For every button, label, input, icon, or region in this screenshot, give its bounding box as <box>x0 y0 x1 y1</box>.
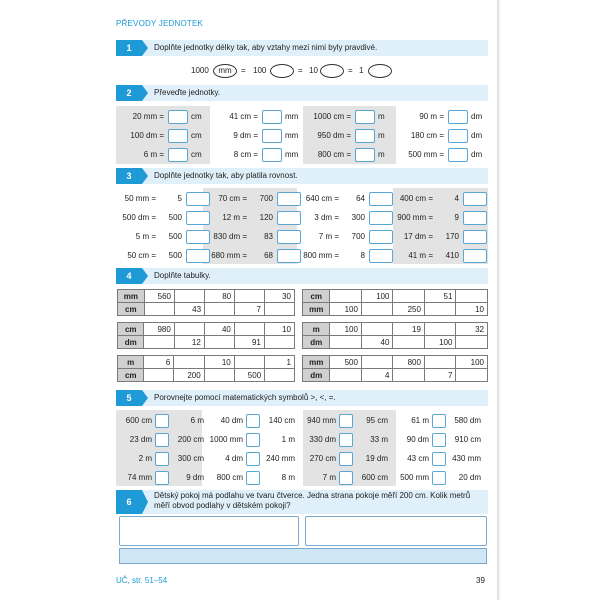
equation-left: 5 m = <box>135 232 156 241</box>
table-row <box>303 303 488 316</box>
value-cell: 7 <box>424 369 456 382</box>
blank-cell[interactable] <box>424 323 456 336</box>
compare-left: 800 cm <box>216 473 243 482</box>
conversion-left: 500 mm = <box>408 150 444 159</box>
equation-right-value: 500 <box>168 251 182 260</box>
task-number: 5 <box>116 390 142 406</box>
unit-answer-box[interactable] <box>463 211 487 225</box>
task-instruction: Porovnejte pomocí matematických symbolů >, <, =. <box>154 393 336 402</box>
symbol-box[interactable] <box>432 452 446 466</box>
blank-cell[interactable] <box>264 336 294 349</box>
equation-right-value: 500 <box>168 213 182 222</box>
value-cell: 6 <box>144 356 174 369</box>
value-cell: 40 <box>204 323 234 336</box>
compare-right: 140 cm <box>268 416 295 425</box>
compare-left: 90 dm <box>406 435 429 444</box>
equation-left: 800 mm = <box>303 251 339 260</box>
symbol-box[interactable] <box>155 471 169 485</box>
blank-cell[interactable] <box>361 323 393 336</box>
value-cell: 10 <box>204 356 234 369</box>
equation-right-value: 700 <box>259 194 273 203</box>
unit-header-cell: m <box>303 323 330 336</box>
equation-left: 50 mm = <box>124 194 156 203</box>
table-row <box>303 356 488 369</box>
blank-cell[interactable] <box>456 290 488 303</box>
equation-right-value: 300 <box>351 213 365 222</box>
value-cell: 560 <box>144 290 174 303</box>
answer-box[interactable] <box>448 110 468 124</box>
conversion-table <box>117 322 295 349</box>
table-row <box>118 290 295 303</box>
answer-box[interactable] <box>262 148 282 162</box>
symbol-box[interactable] <box>246 471 260 485</box>
target-unit: dm <box>471 150 483 159</box>
unit-header-cell: cm <box>118 303 145 316</box>
blank-cell[interactable] <box>265 369 295 382</box>
unit-header-cell: dm <box>118 336 144 349</box>
symbol-box[interactable] <box>155 433 169 447</box>
value-cell: 250 <box>393 303 425 316</box>
blank-cell[interactable] <box>204 336 234 349</box>
conversion-left: 180 cm = <box>410 131 444 140</box>
compare-right: 19 dm <box>365 454 388 463</box>
value-cell: 500 <box>234 369 264 382</box>
compare-right: 910 cm <box>454 435 481 444</box>
answer-box[interactable] <box>355 148 375 162</box>
value-cell: 10 <box>456 303 488 316</box>
unit-header-cell: mm <box>303 356 330 369</box>
blank-cell[interactable] <box>393 336 425 349</box>
answer-box[interactable] <box>168 129 188 143</box>
blank-cell[interactable] <box>424 356 456 369</box>
unit-header-cell: cm <box>303 290 330 303</box>
compare-left: 7 m <box>322 473 336 482</box>
blank-cell[interactable] <box>330 369 362 382</box>
unit-header-cell: mm <box>118 290 145 303</box>
target-unit: mm <box>285 131 299 140</box>
answer-strip[interactable] <box>119 548 487 564</box>
value-cell: 7 <box>235 303 265 316</box>
unit-answer-box[interactable] <box>463 249 487 263</box>
equation-left: 17 dm = <box>403 232 433 241</box>
conversion-table <box>302 322 488 349</box>
conversion-left: 20 mm = <box>132 112 164 121</box>
answer-box[interactable] <box>448 148 468 162</box>
conversion-left: 41 cm = <box>229 112 258 121</box>
target-unit: m <box>378 131 385 140</box>
conversion-table <box>302 289 488 316</box>
value-cell: 40 <box>361 336 393 349</box>
equation-left: 50 cm = <box>127 251 156 260</box>
page-number: 39 <box>476 576 485 585</box>
equation-left: 12 m = <box>222 213 247 222</box>
conversion-left: 950 dm = <box>317 131 351 140</box>
compare-left: 23 dm <box>129 435 152 444</box>
answer-box-right[interactable] <box>305 516 487 546</box>
target-unit: mm <box>285 112 299 121</box>
compare-left: 1000 mm <box>209 435 243 444</box>
value: 1000 <box>191 66 209 75</box>
blank-cell[interactable] <box>174 323 204 336</box>
task-number: 2 <box>116 85 142 101</box>
value-cell: 800 <box>393 356 425 369</box>
equation-right-value: 4 <box>454 194 459 203</box>
task-1-header <box>116 40 488 56</box>
value-cell: 200 <box>174 369 204 382</box>
compare-right: 600 cm <box>361 473 388 482</box>
unit-answer-box[interactable] <box>369 211 393 225</box>
target-unit: m <box>378 150 385 159</box>
unit-oval-filled: mm <box>213 64 237 78</box>
value: 10 <box>309 66 318 75</box>
equation-right-value: 170 <box>445 232 459 241</box>
blank-cell[interactable] <box>205 303 235 316</box>
blank-cell[interactable] <box>144 369 174 382</box>
equation-left: 7 m = <box>318 232 339 241</box>
task-number: 1 <box>116 40 142 56</box>
compare-right: 8 m <box>281 473 295 482</box>
blank-cell[interactable] <box>234 323 264 336</box>
equation-left: 500 dm = <box>122 213 156 222</box>
table-row <box>118 336 295 349</box>
value-cell: 30 <box>264 290 294 303</box>
answer-box[interactable] <box>448 129 468 143</box>
value-cell: 100 <box>456 356 488 369</box>
conversion-table <box>117 355 295 382</box>
value-cell: 100 <box>361 290 393 303</box>
task-instruction: Dětský pokoj má podlahu ve tvaru čtverce. Jedna strana pokoje měří 200 cm. Kolik metrů měří obvod podlahy v dětském pokoji? <box>154 491 471 510</box>
table-row <box>118 356 295 369</box>
compare-right: 6 m <box>190 416 204 425</box>
task-3-header <box>116 168 488 184</box>
blank-cell[interactable] <box>174 290 204 303</box>
symbol-box[interactable] <box>432 471 446 485</box>
unit-oval-blank[interactable] <box>320 64 344 78</box>
task-instruction: Převeďte jednotky. <box>154 88 221 97</box>
value-cell: 1 <box>265 356 295 369</box>
compare-left: 330 dm <box>309 435 336 444</box>
answer-box-left[interactable] <box>119 516 299 546</box>
value-cell: 91 <box>234 336 264 349</box>
chapter-title: PŘEVODY JEDNOTEK <box>116 19 204 28</box>
compare-left: 40 dm <box>220 416 243 425</box>
compare-right: 9 dm <box>186 473 204 482</box>
target-unit: cm <box>191 150 202 159</box>
task-instruction: Doplňte jednotky délky tak, aby vztahy mezi nimi byly pravdivé. <box>154 43 378 52</box>
symbol-box[interactable] <box>432 433 446 447</box>
equals-sign: = <box>298 66 303 75</box>
equation-left: 680 mm = <box>211 251 247 260</box>
task-instruction: Doplňte tabulky. <box>154 271 211 280</box>
equation-left: 900 mm = <box>397 213 433 222</box>
blank-cell[interactable] <box>393 290 425 303</box>
equation-right-value: 410 <box>445 251 459 260</box>
blank-cell[interactable] <box>393 369 425 382</box>
unit-oval-blank[interactable] <box>368 64 392 78</box>
compare-left: 270 cm <box>309 454 336 463</box>
unit-answer-box[interactable] <box>369 230 393 244</box>
target-unit: cm <box>191 131 202 140</box>
unit-header-cell: m <box>118 356 144 369</box>
symbol-box[interactable] <box>339 433 353 447</box>
symbol-box[interactable] <box>432 414 446 428</box>
task-number: 6 <box>116 490 142 514</box>
answer-box[interactable] <box>355 129 375 143</box>
table-row <box>303 290 488 303</box>
table-row <box>303 369 488 382</box>
value-cell: 100 <box>330 323 362 336</box>
compare-right: 580 dm <box>454 416 481 425</box>
equation-left: 830 dm = <box>213 232 247 241</box>
blank-cell[interactable] <box>144 303 174 316</box>
target-unit: dm <box>471 112 483 121</box>
equation-right-value: 120 <box>259 213 273 222</box>
blank-cell[interactable] <box>424 303 456 316</box>
value-cell: 43 <box>174 303 204 316</box>
symbol-box[interactable] <box>246 414 260 428</box>
unit-answer-box[interactable] <box>369 192 393 206</box>
equation-right-value: 500 <box>168 232 182 241</box>
value-cell: 4 <box>361 369 393 382</box>
task-2-header <box>116 85 488 101</box>
value-cell: 12 <box>174 336 204 349</box>
value-cell: 100 <box>424 336 456 349</box>
workbook-page <box>103 0 500 600</box>
blank-cell[interactable] <box>174 356 204 369</box>
conversion-left: 100 dm = <box>130 131 164 140</box>
table-row <box>303 323 488 336</box>
blank-cell[interactable] <box>235 290 265 303</box>
compare-right: 240 mm <box>266 454 295 463</box>
page-edge-shadow <box>497 0 500 600</box>
unit-header-cell: mm <box>303 303 330 316</box>
table-row <box>118 303 295 316</box>
unit-header-cell: dm <box>303 369 330 382</box>
task-instruction: Doplňte jednotky tak, aby platila rovnost. <box>154 171 298 180</box>
conversion-table <box>302 355 488 382</box>
symbol-box[interactable] <box>155 452 169 466</box>
task-6-header <box>116 490 488 514</box>
equation-right-value: 64 <box>356 194 365 203</box>
equation-left: 640 cm = <box>305 194 339 203</box>
value-cell: 19 <box>393 323 425 336</box>
compare-right: 33 m <box>370 435 388 444</box>
target-unit: cm <box>191 112 202 121</box>
equals-sign: = <box>348 66 353 75</box>
table-row <box>118 369 295 382</box>
answer-box[interactable] <box>168 148 188 162</box>
table-row <box>303 336 488 349</box>
unit-answer-box[interactable] <box>369 249 393 263</box>
compare-left: 2 m <box>138 454 152 463</box>
value: 1 <box>359 66 364 75</box>
compare-right: 430 mm <box>452 454 481 463</box>
conversion-left: 9 dm = <box>233 131 258 140</box>
equation-right-value: 5 <box>177 194 182 203</box>
unit-oval-blank[interactable] <box>270 64 294 78</box>
symbol-box[interactable] <box>339 452 353 466</box>
compare-left: 600 cm <box>125 416 152 425</box>
blank-cell[interactable] <box>264 303 294 316</box>
answer-box[interactable] <box>262 129 282 143</box>
equation-right-value: 68 <box>264 251 273 260</box>
symbol-box[interactable] <box>155 414 169 428</box>
target-unit: mm <box>285 150 299 159</box>
blank-cell[interactable] <box>144 336 174 349</box>
blank-cell[interactable] <box>456 369 488 382</box>
target-unit: dm <box>471 131 483 140</box>
symbol-box[interactable] <box>246 433 260 447</box>
compare-right: 200 cm <box>177 435 204 444</box>
answer-box[interactable] <box>355 110 375 124</box>
equation-left: 41 m = <box>408 251 433 260</box>
blank-cell[interactable] <box>204 369 234 382</box>
compare-left: 43 cm <box>407 454 429 463</box>
conversion-left: 8 cm = <box>233 150 258 159</box>
equation-left: 400 cm = <box>399 194 433 203</box>
equation-left: 3 dm = <box>314 213 339 222</box>
compare-right: 1 m <box>281 435 295 444</box>
compare-right: 20 dm <box>458 473 481 482</box>
task-number: 4 <box>116 268 142 284</box>
conversion-left: 90 m = <box>419 112 444 121</box>
compare-left: 500 mm <box>400 473 429 482</box>
value-cell: 51 <box>424 290 456 303</box>
compare-right: 95 cm <box>366 416 388 425</box>
unit-header-cell: cm <box>118 323 144 336</box>
compare-left: 940 mm <box>307 416 336 425</box>
equation-right-value: 83 <box>264 232 273 241</box>
value-cell: 80 <box>205 290 235 303</box>
answer-box[interactable] <box>262 110 282 124</box>
equation-left: 70 cm = <box>218 194 247 203</box>
blank-cell[interactable] <box>361 303 393 316</box>
equals-sign: = <box>241 66 246 75</box>
value-cell: 500 <box>330 356 362 369</box>
equation-right-value: 8 <box>360 251 365 260</box>
compare-left: 74 mm <box>127 473 152 482</box>
unit-answer-box[interactable] <box>463 192 487 206</box>
answer-box[interactable] <box>168 110 188 124</box>
blank-cell[interactable] <box>330 336 362 349</box>
unit-header-cell: dm <box>303 336 330 349</box>
symbol-box[interactable] <box>339 414 353 428</box>
task-4-header <box>116 268 488 284</box>
unit-answer-box[interactable] <box>463 230 487 244</box>
equation-right-value: 700 <box>351 232 365 241</box>
conversion-left: 6 m = <box>143 150 164 159</box>
conversion-left: 800 cm = <box>317 150 351 159</box>
textbook-reference: UČ, str. 51–54 <box>116 576 168 585</box>
symbol-box[interactable] <box>246 452 260 466</box>
blank-cell[interactable] <box>456 336 488 349</box>
equation-right-value: 9 <box>454 213 459 222</box>
unit-header-cell: cm <box>118 369 144 382</box>
value-cell: 32 <box>456 323 488 336</box>
blank-cell[interactable] <box>330 290 362 303</box>
compare-left: 61 m <box>411 416 429 425</box>
table-row <box>118 323 295 336</box>
target-unit: m <box>378 112 385 121</box>
compare-right: 300 cm <box>177 454 204 463</box>
value: 100 <box>253 66 267 75</box>
task-number: 3 <box>116 168 142 184</box>
symbol-box[interactable] <box>339 471 353 485</box>
blank-cell[interactable] <box>234 356 264 369</box>
value-cell: 100 <box>330 303 362 316</box>
blank-cell[interactable] <box>361 356 393 369</box>
conversion-table <box>117 289 295 316</box>
task-5-header <box>116 390 488 406</box>
value-cell: 980 <box>144 323 174 336</box>
compare-left: 4 dm <box>225 454 243 463</box>
value-cell: 10 <box>264 323 294 336</box>
conversion-left: 1000 cm = <box>313 112 351 121</box>
